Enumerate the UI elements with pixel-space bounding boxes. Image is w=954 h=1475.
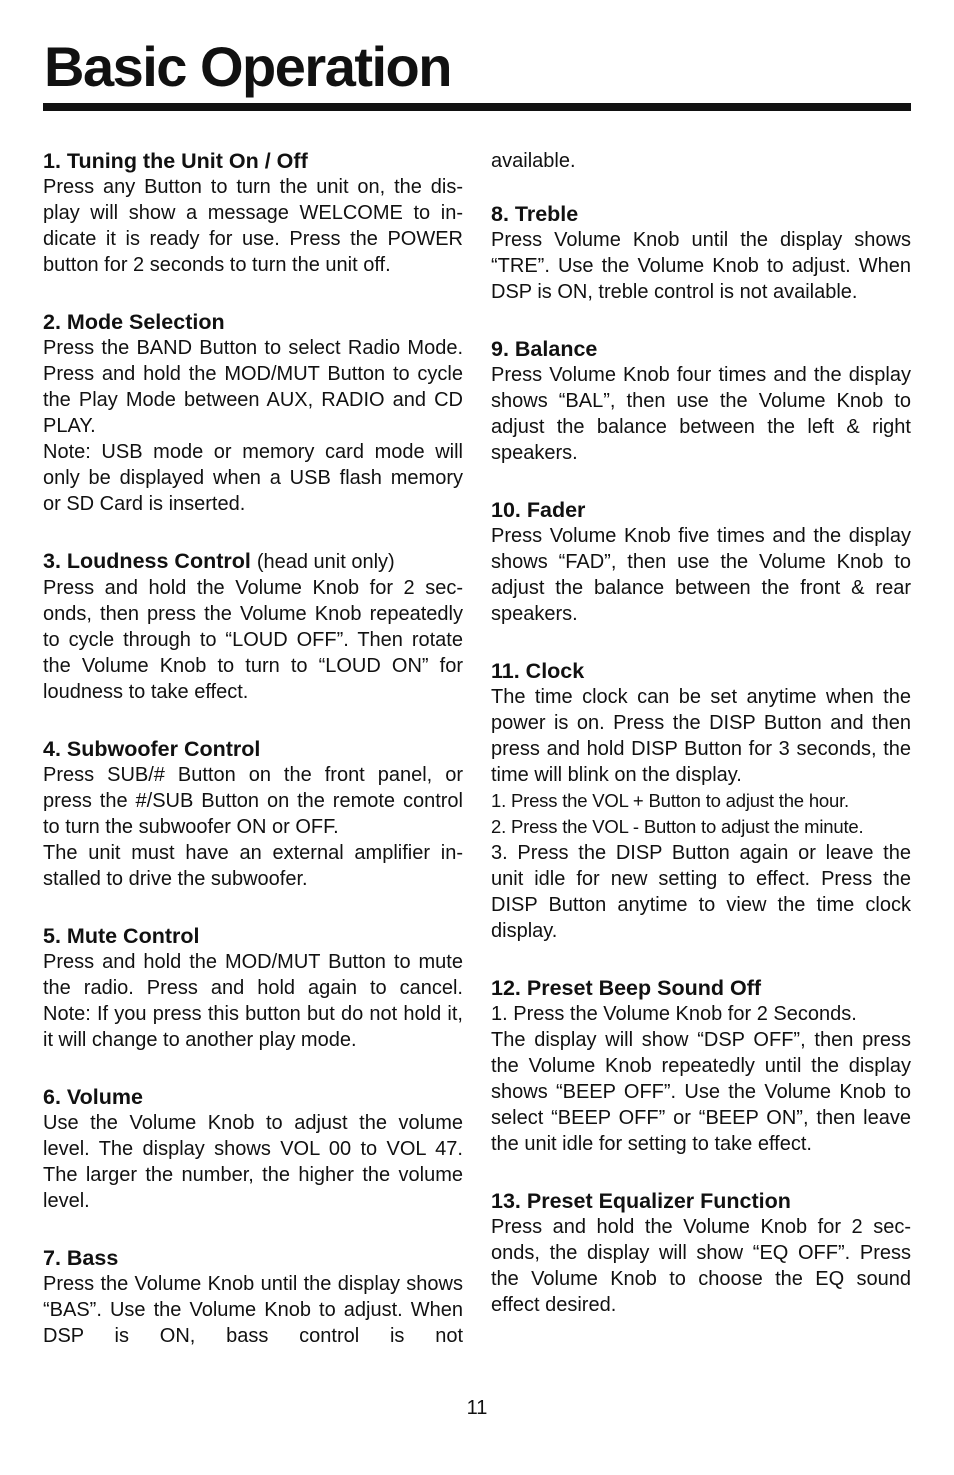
section-heading: 13. Preset Equalizer Function	[491, 1189, 791, 1213]
section-text: Press the BAND Button to select Radio Mode. Press and hold the MOD/MUT Button to cycle the Play Mode between AUX, RADIO and CD PLAY.	[43, 337, 463, 437]
section-text: Press Volume Knob five times and the display shows “FAD”, then use the Volume Knob to adjust the balance between the front & rear speakers.	[491, 525, 911, 625]
section-text: Use the Volume Knob to adjust the volume level. The display shows VOL 00 to VOL 47. The larger the number, the higher the volume level.	[43, 1112, 463, 1212]
title-rule	[43, 103, 911, 111]
left-column	[43, 148, 463, 1380]
section-heading: 1. Tuning the Unit On / Off	[43, 149, 308, 173]
section-text: Press SUB/# Button on the front panel, or press the #/SUB Button on the remote control to turn the subwoofer ON or OFF.	[43, 764, 463, 838]
section-heading: 6. Volume	[43, 1085, 143, 1109]
section-loudness	[43, 548, 463, 705]
beep-step-1: 1. Press the Volume Knob for 2 Seconds.	[491, 1003, 857, 1025]
section-equalizer	[491, 1188, 911, 1318]
bass-continuation	[491, 148, 911, 174]
right-column	[491, 148, 911, 1349]
section-heading	[43, 548, 463, 575]
section-heading: 11. Clock	[491, 659, 585, 683]
clock-step-2: 2. Press the VOL - Button to adjust the minute.	[491, 816, 864, 837]
section-text: The unit must have an external amplifier installed to drive the subwoofer.	[43, 842, 463, 890]
section-heading: 4. Subwoofer Control	[43, 737, 261, 761]
section-mute	[43, 923, 463, 1053]
section-heading: 7. Bass	[43, 1246, 119, 1270]
section-text: Press and hold the Volume Knob for 2 seconds, then press the Volume Knob repeatedly to cycle through to “LOUD OFF”. Then rotate the Volume Knob to turn to “LOUD ON” for loudness to take effect.	[43, 577, 463, 703]
section-text: Press and hold the MOD/MUT Button to mute the radio. Press and hold again to cancel. Note: If you press this button but do not hold it, it will change to another play mode.	[43, 951, 463, 1051]
section-text: Press any Button to turn the unit on, the display will show a message WELCOME to indicate it is ready for use. Press the POWER button for 2 seconds to turn the unit off.	[43, 176, 463, 276]
section-text: available.	[491, 150, 576, 172]
section-text: The time clock can be set anytime when the power is on. Press the DISP Button and then press and hold DISP Button for 3 seconds, the time will blink on the display.	[491, 686, 911, 786]
section-subwoofer	[43, 736, 463, 892]
clock-step-3: 3. Press the DISP Button again or leave the unit idle for new setting to effect. Press the DISP Button anytime to view the time clock display.	[491, 842, 911, 942]
page-number: 11	[466, 1397, 488, 1419]
section-heading: 2. Mode Selection	[43, 310, 225, 334]
clock-step-1: 1. Press the VOL + Button to adjust the hour.	[491, 790, 849, 811]
section-text: Press Volume Knob until the display shows “TRE”. Use the Volume Knob to adjust. When DSP is ON, treble control is not available.	[491, 229, 911, 303]
section-treble	[491, 201, 911, 305]
section-heading: 12. Preset Beep Sound Off	[491, 976, 762, 1000]
section-text: Press Volume Knob four times and the display shows “BAL”, then use the Volume Knob to adjust the balance between the left & right speakers.	[491, 364, 911, 464]
section-heading-aside: (head unit only)	[256, 551, 395, 573]
section-beep	[491, 975, 911, 1157]
section-heading-text: 3. Loudness Control	[43, 549, 251, 573]
section-mode-selection	[43, 309, 463, 517]
section-note: Note: USB mode or memory card mode will only be displayed when a USB flash memory or SD Card is inserted.	[43, 441, 463, 515]
section-balance	[491, 336, 911, 466]
section-bass	[43, 1245, 463, 1349]
section-volume	[43, 1084, 463, 1214]
section-heading: 9. Balance	[491, 337, 598, 361]
section-fader	[491, 497, 911, 627]
section-text: Press and hold the Volume Knob for 2 seconds, the display will show “EQ OFF”. Press the Volume Knob to choose the EQ sound effect desired.	[491, 1216, 911, 1316]
section-clock	[491, 658, 911, 944]
section-tuning	[43, 148, 463, 278]
page-title: Basic Operation	[44, 35, 451, 98]
section-heading: 5. Mute Control	[43, 924, 200, 948]
section-heading: 10. Fader	[491, 498, 586, 522]
section-text: Press the Volume Knob until the display shows “BAS”. Use the Volume Knob to adjust. When DSP is ON, bass control is not	[43, 1273, 463, 1347]
section-text: The display will show “DSP OFF”, then press the Volume Knob repeatedly until the display shows “BEEP OFF”. Use the Volume Knob to select “BEEP OFF” or “BEEP ON”, then leave the unit idle for setting to take effect.	[491, 1029, 911, 1155]
section-heading: 8. Treble	[491, 202, 579, 226]
